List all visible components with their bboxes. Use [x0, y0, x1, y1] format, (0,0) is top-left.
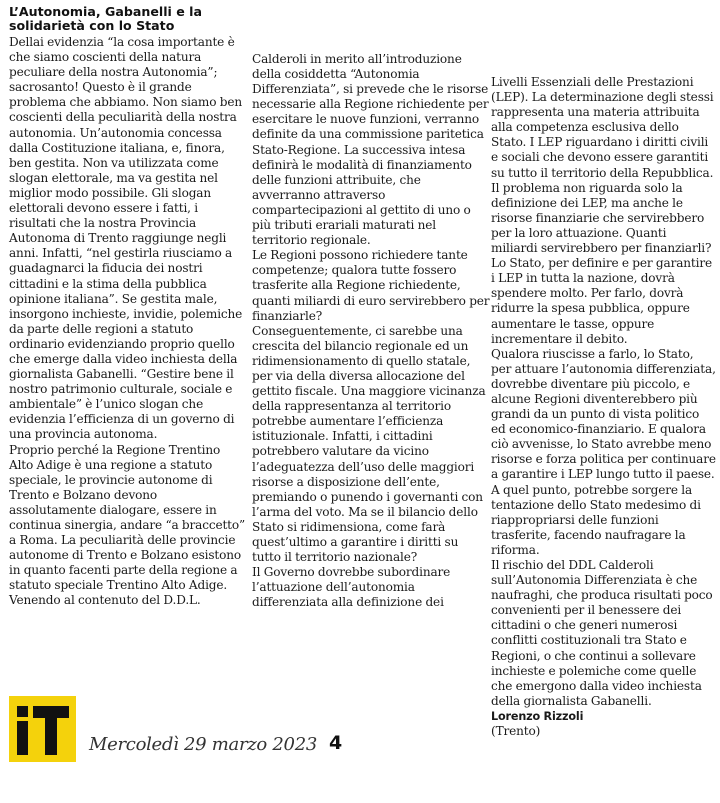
page-footer: [9, 696, 349, 766]
paragraph: Il rischio del DDL Calderoli sull’Autonomia Differenziata è che naufraghi, che produca risultati poco convenienti per il benessere dei cittadini o che generi numerosi conflitti costituzionali tra Stato e Regioni, o che continui a sollevare inchieste e polemiche come quelle che emergono dalla video inchiesta della giornalista Gabanelli.: [491, 558, 713, 708]
logo-i-dot: [17, 706, 28, 717]
logo-i-stem: [17, 721, 28, 755]
paragraph: Il problema non riguarda solo la definizione dei LEP, ma anche le risorse finanziarie che servirebbero per la loro attuazione. Quanti miliardi servirebbero per finanziarli?: [491, 180, 712, 256]
logo-t-bar: [33, 706, 69, 718]
paragraph: Proprio perché la Regione Trentino Alto Adige è una regione a statuto speciale, le provincie autonome di Trento e Bolzano devono assolutamente dialogare, essere in continua sinergia, andare “a braccetto” a Roma. La peculiarità delle provincie autonome di Trento e Bolzano esistono in quanto facenti parte della regione a statuto speciale Trentino Alto Adige.: [9, 442, 246, 593]
paragraph: Le Regioni possono richiedere tante competenze; qualora tutte fossero trasferite alla Regione richiedente, quanti miliardi di euro servirebbero per finanziarle?: [252, 248, 490, 323]
paragraph: Livelli Essenziali delle Prestazioni (LEP). La determinazione degli stessi rappresenta una materia attribuita alla competenza esclusiva dello Stato. I LEP riguardano i diritti civili e sociali che devono essere garantiti su tutto il territorio della Repubblica.: [491, 75, 714, 180]
author-signature: Lorenzo Rizzoli: [491, 709, 584, 723]
author-location: (Trento): [491, 724, 541, 739]
paragraph: Lo Stato, per definire e per garantire i LEP in tutta la nazione, dovrà spendere molto. Per farlo, dovrà ridurre la spesa pubblica, oppure aumentare le tasse, oppure incrementare il debito.: [491, 256, 712, 346]
article-column-2: [252, 52, 490, 610]
article-column-3: [491, 75, 716, 739]
paragraph: Il Governo dovrebbe subordinare l’attuazione dell’autonomia differenziata alla definizione dei: [252, 565, 451, 610]
article-headline: L’Autonomia, Gabanelli e la solidarietà con lo Stato: [9, 4, 202, 33]
paragraph: Dellai evidenzia “la cosa importante è che siamo coscienti della natura peculiare della nostra Autonomia”; sacrosanto! Questo è il grande problema che abbiamo. Non siamo ben coscienti della peculiarità della nostra autonomia. Un’autonomia concessa dalla Costituzione italiana, e, finora, ben gestita. Non va utilizzata come slogan elettorale, ma va gestita nel miglior modo possibile. Gli slogan elettorali devono essere i fatti, i risultati che la nostra Provincia Autonoma di Trento raggiunge negli anni. Infatti, “nel gestirla riusciamo a guadagnarci la fiducia dei nostri cittadini e la stima della pubblica opinione italiana”. Se gestita male, insorgono inchieste, invidie, polemiche da parte delle regioni a statuto ordinario evidenziando proprio quello che emerge dalla video inchiesta della giornalista Gabanelli. “Gestire bene il nostro patrimonio culturale, sociale e ambientale” è l’unico slogan che evidenzia l’efficienza di un governo di una provincia autonoma.: [9, 35, 243, 442]
logo-t-stem: [45, 718, 57, 755]
newspaper-logo: [9, 696, 76, 762]
paragraph: Qualora riuscisse a farlo, lo Stato, per attuare l’autonomia differenziata, dovrebbe diventare più piccolo, e alcune Regioni diventerebbero più grandi da un punto di vista politico ed economico-finanziario. E qualora ciò avvenisse, lo Stato avrebbe meno risorse e forza politica per continuare a garantire i LEP lungo tutto il paese. A quel punto, potrebbe sorgere la tentazione dello Stato medesimo di riappropriarsi delle funzioni trasferite, facendo naufragare la riforma.: [491, 346, 716, 557]
page-number: 4: [329, 732, 343, 754]
publication-date: Mercoledì 29 marzo 2023: [89, 734, 317, 755]
paragraph: Venendo al contenuto del D.D.L.: [9, 593, 201, 608]
paragraph: Calderoli in merito all’introduzione della cosiddetta “Autonomia Differenziata”, si prevede che le risorse necessarie alla Regione richiedente per esercitare le nuove funzioni, verranno definite da una commissione paritetica Stato-Regione. La successiva intesa definirà le modalità di finanziamento delle funzioni attribuite, che avverranno attraverso compartecipazioni al gettito di uno o più tributi erariali maturati nel territorio regionale.: [252, 52, 489, 248]
paragraph: Conseguentemente, ci sarebbe una crescita del bilancio regionale ed un ridimensionamento di quello statale, per via della diversa allocazione del gettito fiscale. Una maggiore vicinanza della rappresentanza al territorio potrebbe aumentare l’efficienza istituzionale. Infatti, i cittadini potrebbero valutare da vicino l’adeguatezza dell’uso delle maggiori risorse a disposizione dell’ente, premiando o punendo i governanti con l’arma del voto. Ma se il bilancio dello Stato si ridimensiona, come farà quest’ultimo a garantire i diritti su tutto il territorio nazionale?: [252, 323, 486, 565]
article-column-1: [9, 35, 246, 609]
